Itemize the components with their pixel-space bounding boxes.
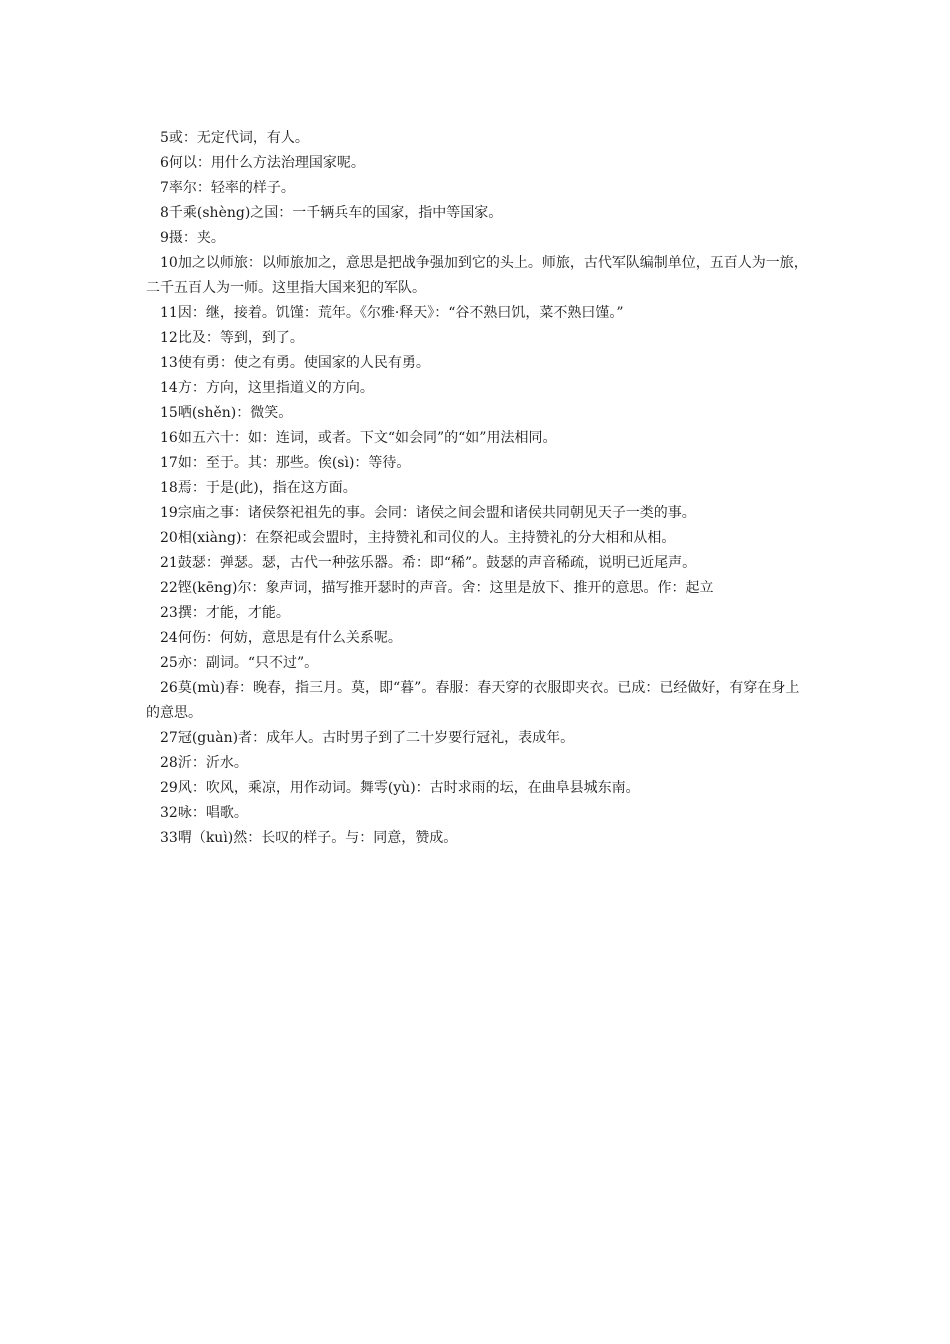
annotation-item: 15哂(shěn)：微笑。 (160, 405, 293, 421)
annotation-item: 11因：继，接着。饥馑：荒年。《尔雅·释天》：“谷不熟曰饥，菜不熟曰馑。” (160, 305, 624, 321)
annotation-item: 27冠(guàn)者：成年人。古时男子到了二十岁要行冠礼，表成年。 (160, 730, 575, 746)
annotation-item: 7率尔：轻率的样子。 (160, 180, 295, 196)
annotation-item: 8千乘(shèng)之国：一千辆兵车的国家，指中等国家。 (160, 205, 503, 221)
annotation-item: 23撰：才能，才能。 (160, 605, 290, 621)
annotation-item: 6何以：用什么方法治理国家呢。 (160, 155, 365, 171)
annotation-item: 9摄：夹。 (160, 230, 225, 246)
annotation-item: 26莫(mù)春：晚春，指三月。莫，即“暮”。春服：春天穿的衣服即夹衣。已成：已经做好，有穿在身上的意思。 (146, 680, 800, 721)
annotation-item: 22铿(kēng)尔：象声词，描写推开瑟时的声音。舍：这里是放下、推开的意思。作：起立 (160, 580, 714, 596)
annotation-item: 21鼓瑟：弹瑟。瑟，古代一种弦乐器。希：即“稀”。鼓瑟的声音稀疏，说明已近尾声。 (160, 555, 697, 571)
annotation-item: 10加之以师旅：以师旅加之，意思是把战争强加到它的头上。师旅，古代军队编制单位，五百人为一旅，二千五百人为一师。这里指大国来犯的军队。 (146, 255, 808, 296)
annotation-item: 16如五六十：如：连词，或者。下文“如会同”的“如”用法相同。 (160, 430, 557, 446)
annotation-item: 32咏：唱歌。 (160, 805, 248, 821)
annotation-item: 18焉：于是(此)，指在这方面。 (160, 480, 357, 496)
annotation-item: 19宗庙之事：诸侯祭祀祖先的事。会同：诸侯之间会盟和诸侯共同朝见天子一类的事。 (160, 505, 696, 521)
annotation-item: 5或：无定代词，有人。 (160, 130, 309, 146)
annotation-item: 17如：至于。其：那些。俟(sì)：等待。 (160, 455, 411, 471)
annotation-item: 29风：吹风，乘凉，用作动词。舞雩(yù)：古时求雨的坛，在曲阜县城东南。 (160, 780, 640, 796)
annotation-item: 28沂：沂水。 (160, 755, 248, 771)
annotation-item: 25亦：副词。“只不过”。 (160, 655, 319, 671)
annotation-item: 20相(xiàng)：在祭祀或会盟时，主持赞礼和司仪的人。主持赞礼的分大相和从相。 (160, 530, 676, 546)
annotation-item: 33喟（kuì)然：长叹的样子。与：同意，赞成。 (160, 830, 458, 846)
annotation-list (146, 126, 810, 851)
annotation-item: 14方：方向，这里指道义的方向。 (160, 380, 374, 396)
annotation-item: 13使有勇：使之有勇。使国家的人民有勇。 (160, 355, 430, 371)
annotation-item: 24何伤：何妨，意思是有什么关系呢。 (160, 630, 402, 646)
annotation-item: 12比及：等到，到了。 (160, 330, 304, 346)
